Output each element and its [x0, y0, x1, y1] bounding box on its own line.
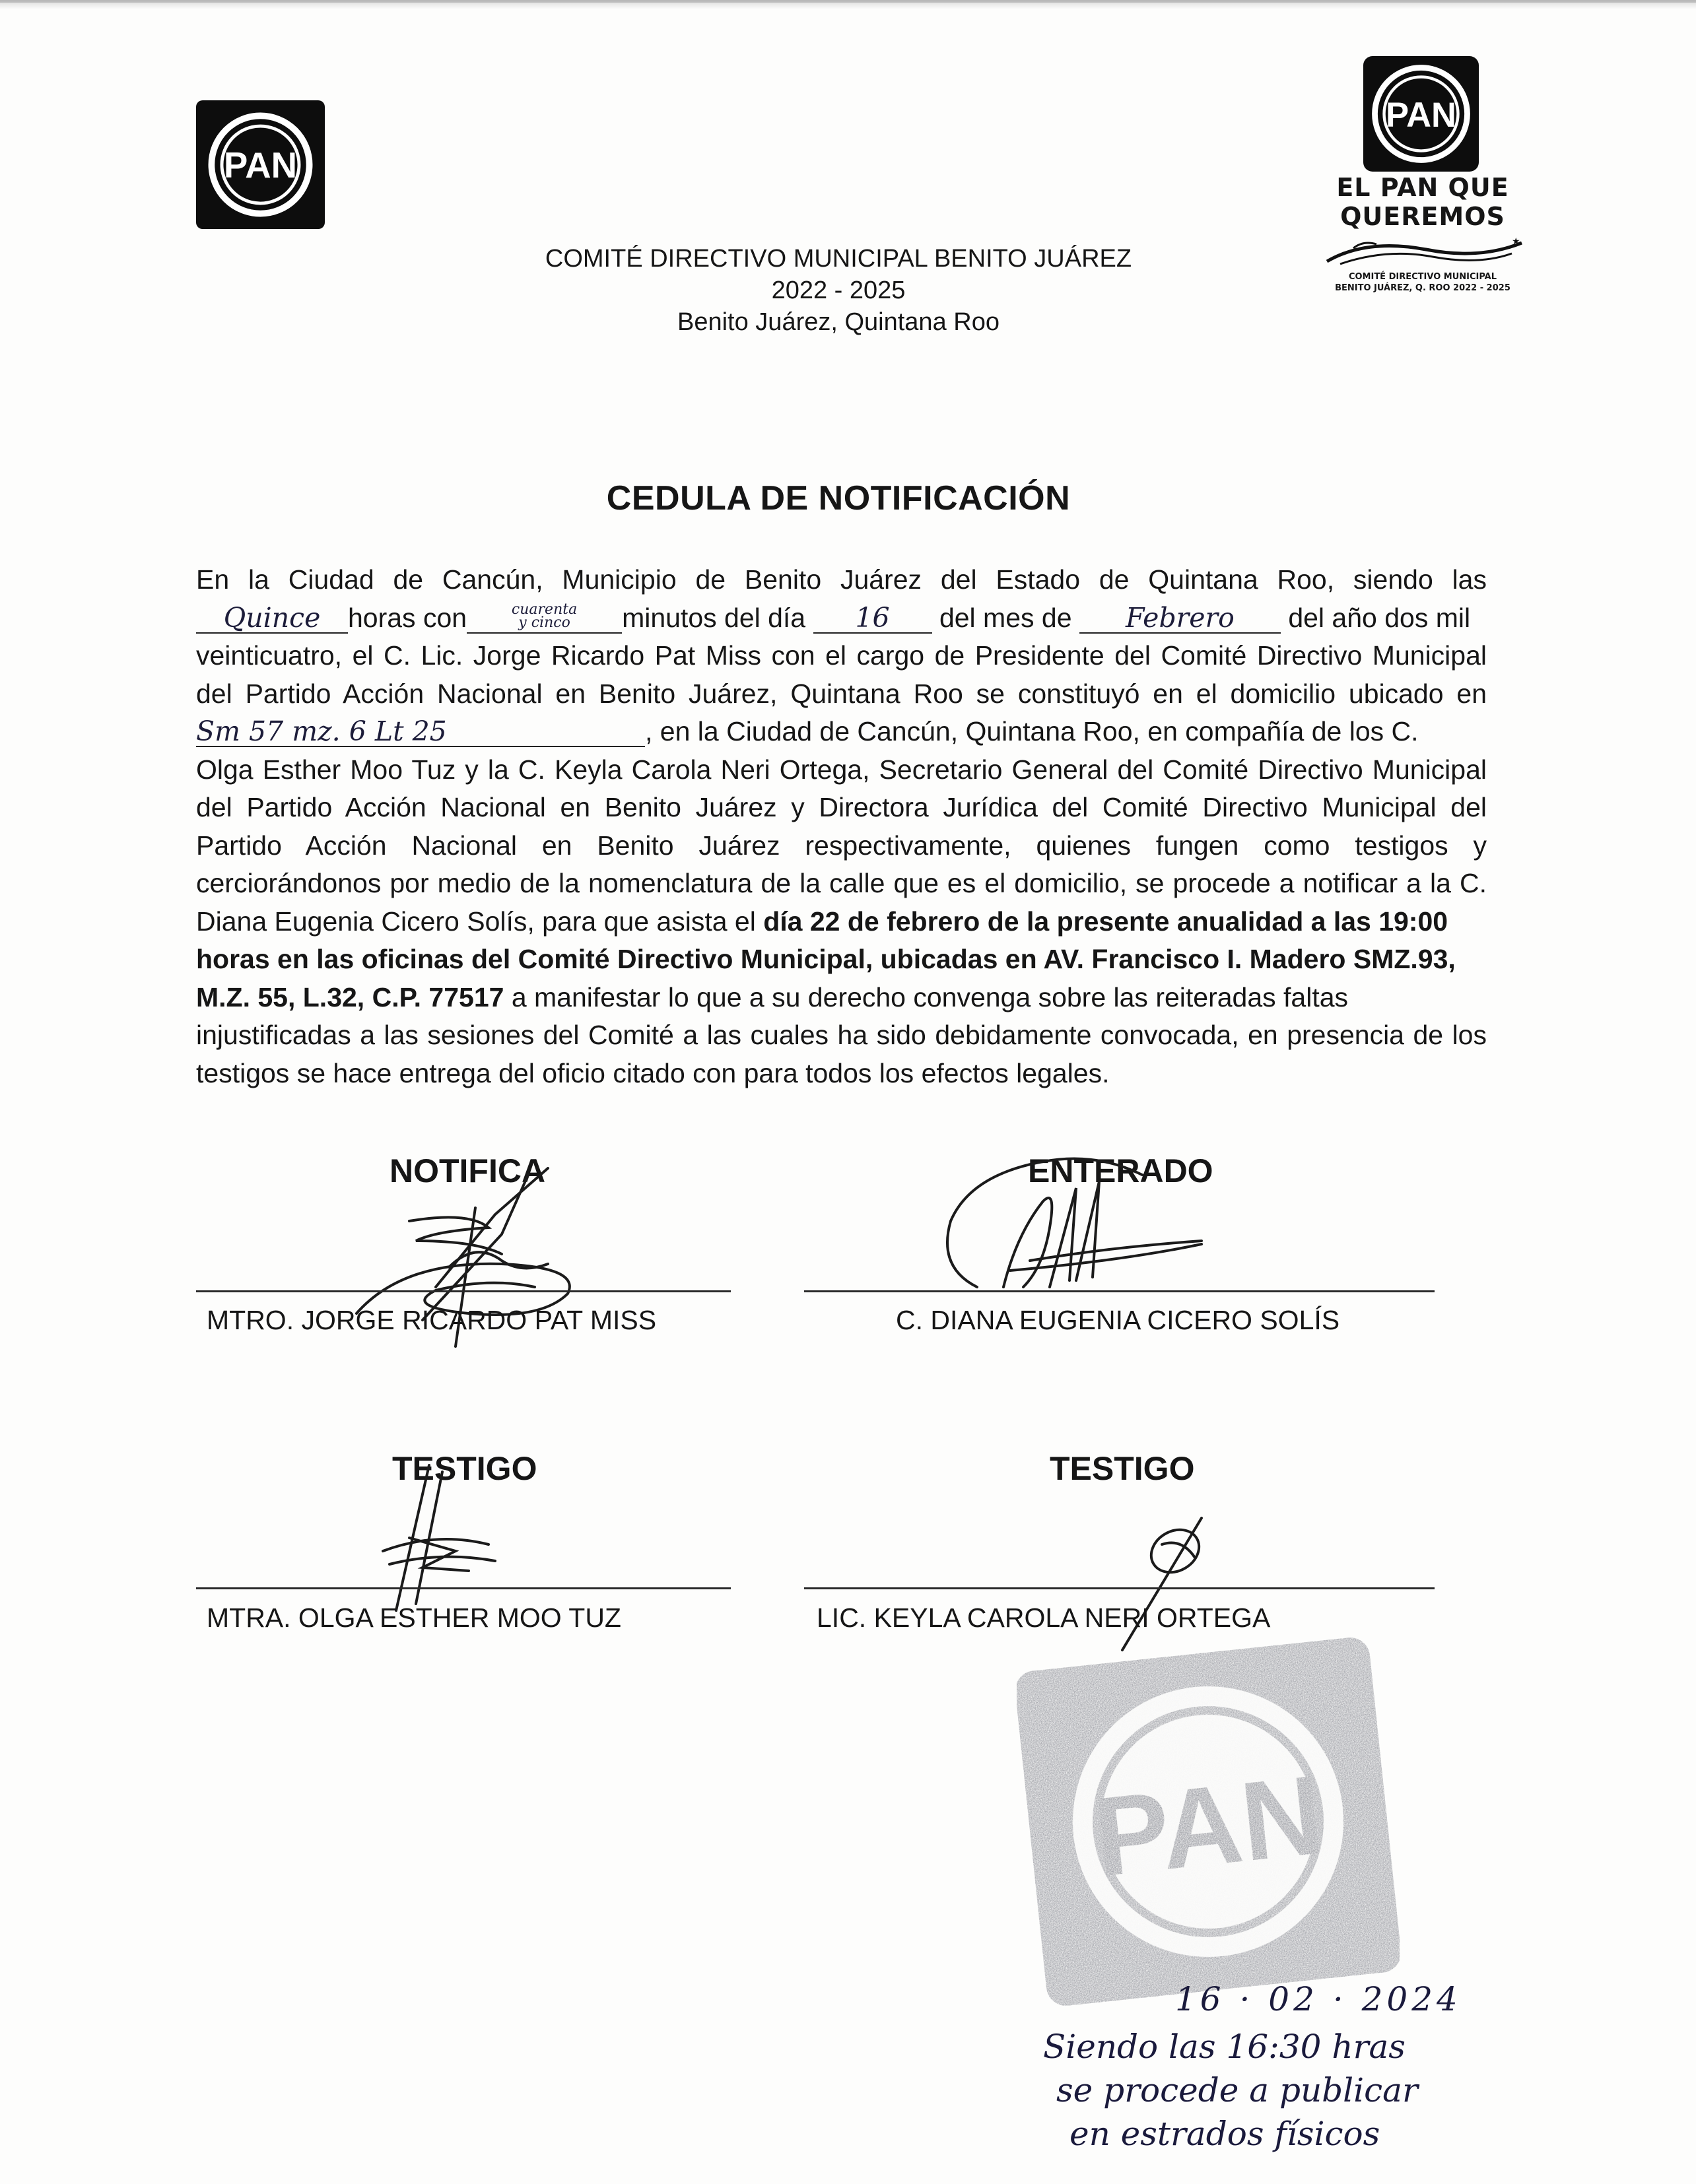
pan-logo-left-text: PAN — [223, 145, 298, 185]
appointment-place: horas en las oficinas del Comité Directivo Municipal, ubicadas en AV. Francisco I. Madero SMZ.93, — [196, 944, 1456, 974]
address-fill: Sm 57 mz. 6 Lt 25 — [196, 717, 645, 747]
body-line: injustificadas a las sesiones del Comité a las cuales ha sido debidamente convocada, en presencia de los — [196, 1020, 1487, 1050]
body-line: testigos se hace entrega del oficio citado con para todos los efectos legales. — [196, 1057, 1110, 1088]
body-line-address — [196, 713, 1487, 751]
body-line: Diana Eugenia Cicero Solís, para que asista el día 22 de febrero de la presente anualidad a las 19:00 — [196, 906, 1448, 937]
body-text: horas con — [348, 602, 467, 633]
notification-body — [196, 561, 1487, 1092]
testigo2-signature-line — [804, 1587, 1435, 1589]
testigo1-name: MTRA. OLGA ESTHER MOO TUZ — [207, 1603, 621, 1633]
svg-text:★: ★ — [1512, 236, 1520, 246]
handwritten-note-line: en estrados físicos — [1069, 2115, 1380, 2153]
handwritten-date: 16 · 02 · 2024 — [1175, 1980, 1462, 2018]
brand-name: EL PAN QUE QUEREMOS — [1336, 173, 1509, 231]
body-text: del mes de — [939, 602, 1072, 633]
signature-testigo1 — [370, 1452, 515, 1617]
pan-logo-right-text: PAN — [1386, 95, 1456, 135]
notifica-signature-line — [196, 1290, 731, 1292]
header-period: 2022 - 2025 — [771, 277, 906, 304]
testigo1-signature-line — [196, 1587, 731, 1589]
body-text: , en la Ciudad de Cancún, Quintana Roo, en compañía de los C. — [645, 716, 1419, 746]
signature-testigo2 — [1096, 1511, 1228, 1657]
stamp-text: PAN — [1088, 1752, 1329, 1901]
testigo1-title: TESTIGO — [392, 1450, 537, 1487]
pan-logo-left — [196, 100, 325, 229]
body-line: En la Ciudad de Cancún, Municipio de Benito Juárez del Estado de Quintana Roo, siendo las — [196, 564, 1487, 595]
notifica-title: NOTIFICA — [390, 1152, 546, 1189]
notifica-name: MTRO. JORGE RICARDO PAT MISS — [207, 1305, 657, 1335]
handwritten-note-line: se procede a publicar — [1056, 2071, 1418, 2109]
body-line: cerciorándonos por medio de la nomenclatura de la calle que es el domicilio, se procede a notificar a la C. — [196, 868, 1487, 898]
body-text: minutos del día — [622, 602, 806, 633]
body-line — [196, 941, 1487, 979]
brand-sub-1: COMITÉ DIRECTIVO MUNICIPAL — [1348, 272, 1497, 282]
day-fill: 16 — [813, 603, 932, 634]
body-line: Olga Esther Moo Tuz y la C. Keyla Carola Neri Ortega, Secretario General del Comité Directivo Municipal — [196, 754, 1487, 785]
enterado-signature-line — [804, 1290, 1435, 1292]
hour-fill: Quince — [196, 603, 348, 634]
body-line: Partido Acción Nacional en Benito Juárez respectivamente, quienes fungen como testigos y — [196, 830, 1487, 861]
header-committee: COMITÉ DIRECTIVO MUNICIPAL BENITO JUÁREZ — [545, 245, 1132, 273]
brand-sub-2: BENITO JUÁREZ, Q. ROO 2022 - 2025 — [1335, 283, 1510, 293]
testigo2-name: LIC. KEYLA CAROLA NERI ORTEGA — [817, 1603, 1271, 1633]
body-line-fills — [196, 599, 1487, 638]
pan-logo-right — [1363, 56, 1479, 172]
testigo2-title: TESTIGO — [1050, 1450, 1195, 1487]
brand-swoosh-icon — [1314, 235, 1532, 271]
pan-stamp — [1017, 1637, 1400, 2006]
document-title: CEDULA DE NOTIFICACIÓN — [606, 479, 1071, 517]
body-line: veinticuatro, el C. Lic. Jorge Ricardo Pat Miss con el cargo de Presidente del Comité Directivo Municipal — [196, 640, 1487, 671]
month-fill: Febrero — [1079, 603, 1281, 634]
scan-edge-shadow — [0, 0, 1696, 3]
signature-enterado — [924, 1135, 1215, 1320]
body-line: M.Z. 55, L.32, C.P. 77517 a manifestar lo que a su derecho convenga sobre las reiteradas faltas — [196, 981, 1349, 1012]
minutes-fill: cuarenta y cinco — [467, 603, 622, 634]
document-header — [462, 243, 1215, 338]
appointment-date: día 22 de febrero de la presente anualidad a las 19:00 — [763, 906, 1448, 937]
handwritten-note-line: Siendo las 16:30 hras — [1043, 2028, 1406, 2066]
enterado-title: ENTERADO — [1028, 1152, 1213, 1189]
header-location: Benito Juárez, Quintana Roo — [677, 308, 1000, 336]
brand-block — [1254, 173, 1591, 293]
body-line: del Partido Acción Nacional en Benito Juárez y Directora Jurídica del Comité Directivo Municipal del — [196, 792, 1487, 822]
body-line: del Partido Acción Nacional en Benito Juárez, Quintana Roo se constituyó en el domicilio ubicado en — [196, 678, 1487, 709]
enterado-name: C. DIANA EUGENIA CICERO SOLÍS — [896, 1305, 1340, 1335]
appointment-address: M.Z. 55, L.32, C.P. 77517 — [196, 981, 504, 1012]
body-text: del año dos mil — [1288, 602, 1471, 633]
